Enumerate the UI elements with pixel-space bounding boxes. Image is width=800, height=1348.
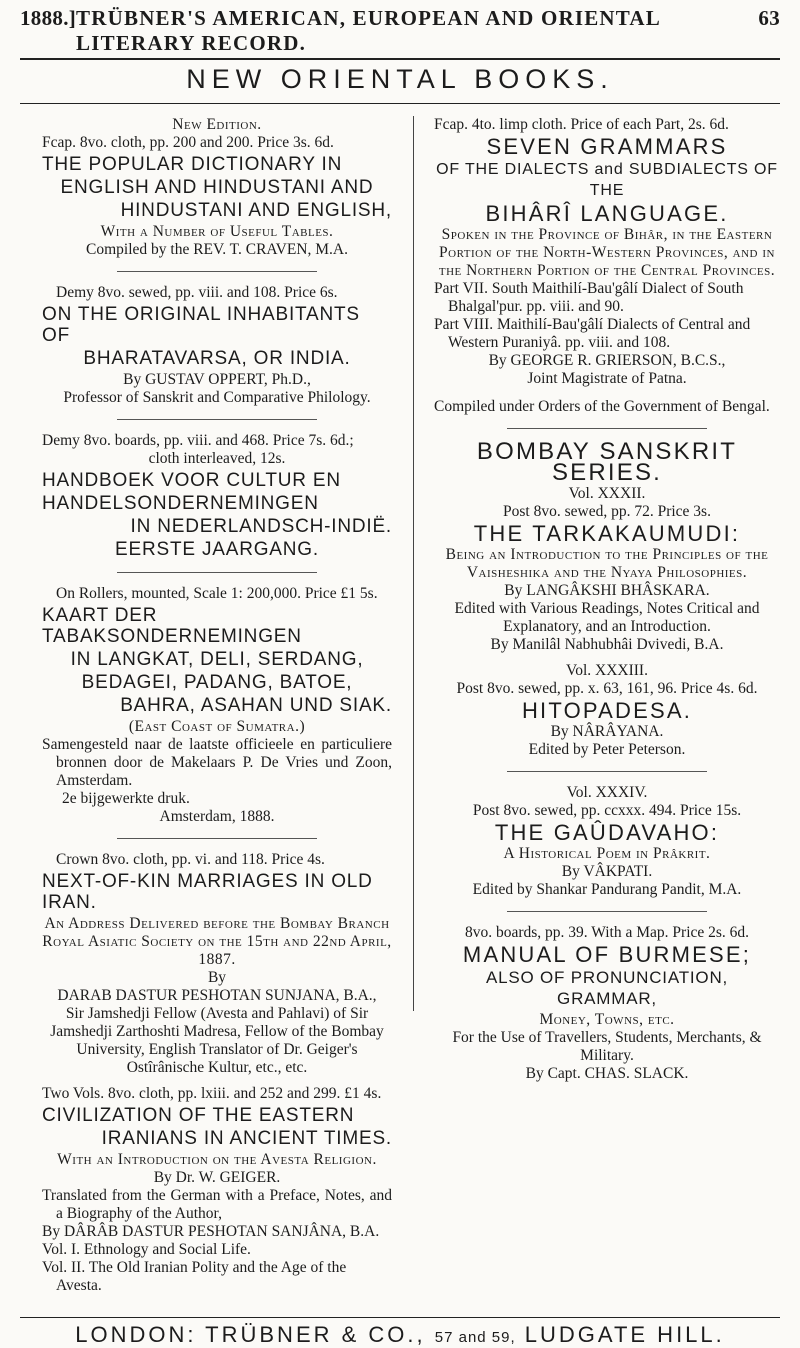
page-number: 63 xyxy=(758,6,780,30)
entry-author: By Capt. CHAS. SLACK. xyxy=(525,1065,689,1082)
entry-burmese-manual xyxy=(434,924,780,1083)
entry-subtitle: ALSO OF PRONUNCIATION, GRAMMAR, xyxy=(485,968,729,1008)
entry-place: Amsterdam, 1888. xyxy=(159,808,275,825)
book-title-line: KAART DER TABAKSONDERNEMINGEN xyxy=(42,605,302,647)
entry-subtitle: With a Number of Useful Tables. xyxy=(100,223,334,240)
running-head xyxy=(20,6,780,56)
entry-volume: Vol. XXXIV. xyxy=(566,784,648,801)
entry-description: An Address Delivered before the Bombay Branch Royal Asiatic Society on the 15th and 22nd April, 1887. xyxy=(42,915,392,968)
footer-imprint xyxy=(20,1322,780,1348)
entry-hindustani-dictionary xyxy=(42,116,392,259)
entry-author: By LANGÂKSHI BHÂSKARA. xyxy=(504,582,710,599)
series-title: BOMBAY SANSKRIT SERIES. xyxy=(476,438,738,486)
entry-details: On Rollers, mounted, Scale 1: 200,000. Price £1 5s. xyxy=(56,585,378,602)
entry-kaart xyxy=(42,585,392,826)
book-title: HITOPADESA. xyxy=(521,698,693,723)
edition-note: New Edition. xyxy=(172,116,262,133)
entry-volume: Vol. I. Ethnology and Social Life. xyxy=(42,1241,251,1258)
entry-details: 8vo. boards, pp. 39. With a Map. Price 2s. 6d. xyxy=(464,924,750,941)
entry-subtitle: With an Introduction on the Avesta Religion. xyxy=(57,1151,377,1168)
entry-description: Spoken in the Province of Bihâr, in the Eastern Portion of the North-Western Provinces, and in the Northern Portion of the Central Provinces. xyxy=(438,226,776,279)
header-title: TRÜBNER'S AMERICAN, EUROPEAN AND ORIENTAL LITERARY RECORD. xyxy=(76,6,660,55)
entry-details: Post 8vo. sewed, pp. x. 63, 161, 96. Price 4s. 6d. xyxy=(456,680,758,697)
entry-details: cloth interleaved, 12s. xyxy=(148,450,286,467)
book-title-line: ENGLISH AND HINDUSTANI AND xyxy=(60,177,374,198)
book-title-line: EERSTE JAARGANG. xyxy=(115,539,319,560)
separator xyxy=(507,771,707,772)
entry-author-role: Professor of Sanskrit and Comparative Philology. xyxy=(63,389,371,406)
entry-description: Edited with Various Readings, Notes Critical and Explanatory, and an Introduction. xyxy=(454,600,760,635)
entry-translator: By DÂRÂB DASTUR PESHOTAN SANJÂNA, B.A. xyxy=(42,1223,380,1240)
column-divider xyxy=(413,116,414,1011)
header-year: 1888.] xyxy=(20,6,77,30)
entry-subtitle: A Historical Poem in Prâkrit. xyxy=(503,845,711,862)
right-column xyxy=(434,116,780,1303)
footer-address-number: 57 and 59, xyxy=(434,1329,516,1346)
entry-author: By VÂKPATI. xyxy=(561,863,653,880)
header-rule xyxy=(20,58,780,60)
footer-publisher: LONDON: TRÜBNER & CO., xyxy=(75,1322,426,1347)
entry-details: Demy 8vo. boards, pp. viii. and 468. Price 7s. 6d.; xyxy=(42,432,354,449)
left-column xyxy=(20,116,392,1303)
separator xyxy=(117,572,317,573)
book-title-line: IRANIANS IN ANCIENT TIMES. xyxy=(101,1128,392,1149)
entry-eastern-iranians xyxy=(42,1085,392,1295)
separator xyxy=(117,271,317,272)
book-title-line: BIHÂRÎ LANGUAGE. xyxy=(485,201,729,226)
entry-tarkakaumudi xyxy=(434,485,780,654)
book-title-line: SEVEN GRAMMARS xyxy=(486,134,728,159)
entry-compiler: Compiled by the REV. T. CRAVEN, M.A. xyxy=(86,241,348,258)
entry-author: DARAB DASTUR PESHOTAN SUNJANA, B.A., xyxy=(57,987,377,1004)
entry-details: Fcap. 8vo. cloth, pp. 200 and 200. Price 3s. 6d. xyxy=(42,134,334,151)
separator xyxy=(507,911,707,912)
footer-rule xyxy=(20,1317,780,1318)
entry-details: Crown 8vo. cloth, pp. vi. and 118. Price 4s. xyxy=(56,851,325,868)
entry-editor: Edited by Shankar Pandurang Pandit, M.A. xyxy=(472,881,742,898)
book-title-line: CIVILIZATION OF THE EASTERN xyxy=(42,1105,355,1126)
entry-author: By GUSTAV OPPERT, Ph.D., xyxy=(123,371,311,388)
entry-author: By Dr. W. GEIGER. xyxy=(153,1169,281,1186)
book-title-line: HANDBOEK VOOR CULTUR EN xyxy=(42,470,341,491)
entry-compiled: Compiled under Orders of the Government of Bengal. xyxy=(434,398,770,415)
entry-description: Samengesteld naar de laatste officieele en particuliere bronnen door de Makelaars P. De Vries und Zoon, Amsterdam. xyxy=(42,736,392,789)
entry-editor: Edited by Peter Peterson. xyxy=(528,741,686,758)
book-title-line: BEDAGEI, PADANG, BATOE, xyxy=(81,672,353,693)
book-title: THE GAÛDAVAHO: xyxy=(494,820,720,845)
entry-handboek xyxy=(42,432,392,560)
entry-subtitle: Money, Towns, etc. xyxy=(539,1011,675,1028)
entry-next-of-kin xyxy=(42,851,392,1077)
entry-volume: Vol. II. The Old Iranian Polity and the Age of the Avesta. xyxy=(42,1259,347,1294)
columns xyxy=(20,116,780,1303)
entry-subtitle: (East Coast of Sumatra.) xyxy=(128,718,306,735)
entry-editor: By Manilâl Nabhubhâi Dvivedi, B.A. xyxy=(490,636,724,653)
entry-hitopadesa xyxy=(434,662,780,759)
entry-gaudavaho xyxy=(434,784,780,899)
entry-details: Fcap. 4to. limp cloth. Price of each Part, 2s. 6d. xyxy=(434,116,729,133)
book-title-line: OF THE DIALECTS and SUBDIALECTS OF THE xyxy=(436,161,778,199)
entry-subtitle: Being an Introduction to the Principles of the Vaisheshika and the Nyaya Philosophies. xyxy=(445,546,769,581)
book-title-line: IN NEDERLANDSCH-INDIË. xyxy=(130,516,392,537)
section-rule xyxy=(20,103,780,104)
entry-bihari-grammars xyxy=(434,116,780,416)
entry-description: For the Use of Travellers, Students, Merchants, & Military. xyxy=(452,1029,762,1064)
entry-description: Translated from the German with a Preface, Notes, and a Biography of the Author, xyxy=(42,1187,392,1222)
entry-details: Post 8vo. sewed, pp. ccxxx. 494. Price 15s. xyxy=(472,802,742,819)
entry-print: 2e bijgewerkte druk. xyxy=(62,790,190,807)
entry-author-role: Joint Magistrate of Patna. xyxy=(527,370,687,387)
book-title-line: HINDUSTANI AND ENGLISH, xyxy=(120,200,392,221)
book-title-line: HANDELSONDERNEMINGEN xyxy=(42,493,319,514)
book-title: THE TARKAKAUMUDI: xyxy=(473,521,741,546)
entry-details: Two Vols. 8vo. cloth, pp. lxiii. and 252 and 299. £1 4s. xyxy=(42,1085,382,1102)
entry-part: Part VIII. Maithilí-Bau'gâlí Dialects of Central and Western Puraniyâ. pp. viii. and 108. xyxy=(434,316,751,351)
entry-volume: Vol. XXXII. xyxy=(568,485,646,502)
entry-author: By GEORGE R. GRIERSON, B.C.S., xyxy=(488,352,726,369)
book-title: NEXT-OF-KIN MARRIAGES IN OLD IRAN. xyxy=(42,871,373,913)
entry-author: By NÂRÂYANA. xyxy=(550,723,664,740)
book-title-line: ON THE ORIGINAL INHABITANTS OF xyxy=(42,304,360,346)
entry-details: Post 8vo. sewed, pp. 72. Price 3s. xyxy=(503,503,711,520)
book-title-line: BAHRA, ASAHAN UND SIAK. xyxy=(120,695,392,716)
book-title: MANUAL OF BURMESE; xyxy=(462,942,752,967)
entry-bharatavarsa xyxy=(42,284,392,407)
entry-by: By xyxy=(207,969,227,986)
separator xyxy=(117,419,317,420)
separator xyxy=(507,428,707,429)
book-title-line: IN LANGKAT, DELI, SERDANG, xyxy=(70,649,364,670)
entry-description: Sir Jamshedji Fellow (Avesta and Pahlavi) of Sir Jamshedji Zarthoshti Madresa, Fellow of the Bombay University, English Translator of Dr. Geiger's Ostîrânische Kultur, etc., etc. xyxy=(50,1005,384,1076)
separator xyxy=(117,838,317,839)
book-title-line: BHARATAVARSA, OR INDIA. xyxy=(83,348,351,369)
entry-part: Part VII. South Maithilí-Bau'gâlí Dialect of South Bhalgal'pur. pp. viii. and 90. xyxy=(434,280,744,315)
footer-street: LUDGATE HILL. xyxy=(524,1322,725,1347)
book-title-line: THE POPULAR DICTIONARY IN xyxy=(42,154,343,175)
entry-details: Demy 8vo. sewed, pp. viii. and 108. Price 6s. xyxy=(56,284,338,301)
section-title: NEW ORIENTAL BOOKS. xyxy=(186,64,614,94)
entry-volume: Vol. XXXIII. xyxy=(566,662,648,679)
